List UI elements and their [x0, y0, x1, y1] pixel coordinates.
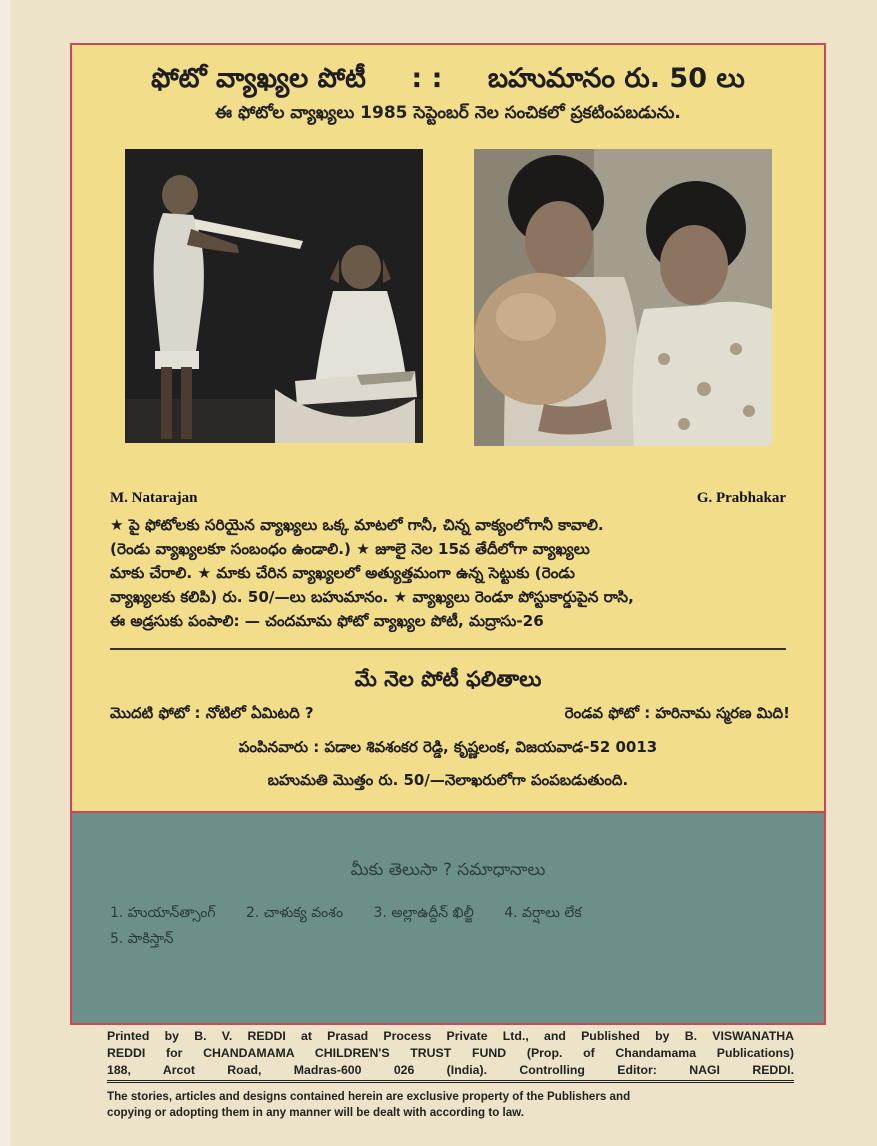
quiz-answers [110, 900, 810, 952]
winner-line: పంపినవారు : పడాల శివశంకర రెడ్డి, కృష్ణలంక, విజయవాడ-52 0013 [238, 738, 658, 756]
imprint-line: Printed by B. V. REDDI at Prasad Process Private Ltd., and Published by B. VISWANATHA [107, 1029, 794, 1043]
photo-left [125, 149, 423, 443]
quiz-answer: 2. చాళుక్య వంశం [245, 905, 344, 921]
contest-instructions [110, 513, 790, 633]
quiz-answer: 3. అల్లాఉద్దీన్ ఖిల్జీ [373, 905, 474, 921]
section-divider [110, 648, 786, 650]
quiz-answer: 4. వర్షాలు లేక [504, 905, 582, 921]
imprint-line: 188, Arcot Road, Madras-600 026 (India). Controlling Editor: NAGI REDDI. [107, 1062, 794, 1083]
contest-panel [72, 45, 824, 811]
quiz-title: మీకు తెలుసా ? సమాధానాలు [350, 860, 546, 880]
imprint-footer [107, 1028, 794, 1121]
imprint-line: REDDI for CHANDAMAMA CHILDREN'S TRUST FUND (Prop. of Chandamama Publications) [107, 1046, 794, 1060]
prize-note: బహుమతి మొత్తం రు. 50/—నెలాఖరులోగా పంపబడుతుంది. [267, 771, 629, 789]
photo-credit-left: M. Natarajan [110, 490, 198, 506]
instruction-line: వ్యాఖ్యలకు కలిపి) రు. 50/—లు బహుమానం. ★ వ్యాఖ్యలు రెండూ పోస్టుకార్డుపైన రాసి, [110, 588, 634, 606]
photo-left-image [125, 149, 423, 443]
instruction-line: ఈ అడ్రసుకు పంపాలి: — చందమామ ఫోటో వ్యాఖ్యల పోటీ, మద్రాసు-26 [110, 612, 544, 630]
first-photo-caption: మొదటి ఫోటో : నోటిలో ఏమిటది ? [110, 704, 314, 722]
page-edge [0, 0, 10, 1146]
photo-right-image [474, 149, 772, 446]
header-separator: : : [411, 63, 443, 94]
contest-header [72, 63, 824, 101]
instruction-line: మాకు చేరాలి. ★ మాకు చేరిన వ్యాఖ్యలలో అత్యుత్తమంగా ఉన్న సెట్టుకు (రెండు [110, 564, 575, 582]
contest-title: ఫోటో వ్యాఖ్యల పోటీ [151, 63, 366, 94]
copyright-notice: The stories, articles and designs contained herein are exclusive property of the Publishers and [107, 1090, 631, 1103]
second-photo-caption: రెండవ ఫోటో : హరినామ స్మరణ మిది! [564, 704, 790, 722]
instruction-line: ★ పై ఫోటోలకు సరియైన వ్యాఖ్యలు ఒక్క మాటలో గానీ, చిన్న వాక్యంలోగానీ కావాలి. [110, 516, 604, 534]
photo-credit-right: G. Prabhakar [696, 490, 786, 506]
results-title: మే నెల పోటీ ఫలితాలు [354, 667, 542, 691]
publication-note: ఈ ఫోటోల వ్యాఖ్యలు 1985 సెప్టెంబర్ నెల సంచికలో ప్రకటింపబడును. [215, 103, 681, 123]
quiz-answer: 5. పాకిస్తాన్ [110, 931, 174, 947]
prize-amount: బహుమానం రు. 50 లు [487, 63, 745, 94]
contest-frame [70, 43, 826, 1025]
instruction-line: (రెండు వ్యాఖ్యలకూ సంబంధం ఉండాలి.) ★ జూలై నెల 15వ తేదీలోగా వ్యాఖ్యలు [110, 540, 590, 558]
photo-right [474, 149, 772, 446]
quiz-answer: 1. హుయాన్‌త్సాంగ్ [110, 905, 216, 921]
copyright-notice: copying or adopting them in any manner will be dealt with according to law. [107, 1106, 524, 1119]
